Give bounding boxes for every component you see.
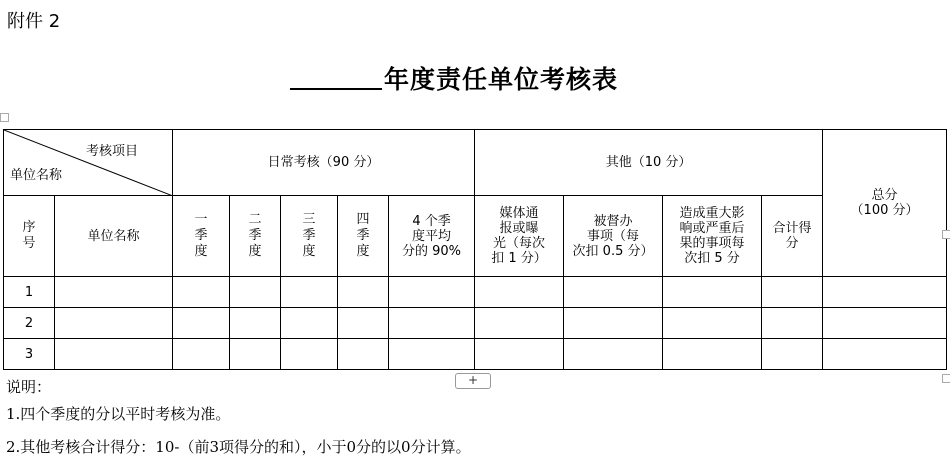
add-row-button[interactable]: + (455, 373, 491, 389)
assessment-table (3, 129, 947, 370)
cell[interactable] (475, 277, 564, 308)
cell[interactable] (281, 277, 338, 308)
diag-header-unit: 单位名称 (10, 168, 63, 183)
header-q4: 四 季 度 (338, 196, 389, 277)
cell[interactable] (230, 277, 281, 308)
cell[interactable] (564, 277, 663, 308)
header-q3: 三 季 度 (281, 196, 338, 277)
header-q1: 一 季 度 (173, 196, 230, 277)
cell[interactable] (762, 308, 823, 339)
cell[interactable] (663, 308, 762, 339)
header-total-text: 总分 （100 分） (850, 188, 919, 218)
header-quarter-average: 4 个季 度平均 分的 90% (389, 196, 475, 277)
cell[interactable] (389, 277, 475, 308)
cell[interactable] (338, 339, 389, 370)
cell[interactable] (823, 308, 947, 339)
cell[interactable] (281, 308, 338, 339)
cell[interactable] (173, 339, 230, 370)
cell[interactable] (55, 308, 173, 339)
row-seq: 2 (4, 308, 55, 339)
cell[interactable] (762, 277, 823, 308)
row-seq: 1 (4, 277, 55, 308)
cell[interactable] (281, 339, 338, 370)
table-resize-handle-icon[interactable] (942, 374, 950, 383)
table-row (4, 277, 947, 308)
header-supervised-items: 被督办 事项（每 次扣 0.5 分） (564, 196, 663, 277)
title-blank-line (290, 64, 382, 90)
header-seq: 序 号 (4, 196, 55, 277)
diag-header-items: 考核项目 (85, 144, 138, 159)
notes-heading: 说明： (6, 378, 52, 396)
header-media-report: 媒体通 报或曝 光（每次 扣 1 分） (475, 196, 564, 277)
cell[interactable] (564, 339, 663, 370)
table-row (4, 339, 947, 370)
header-q2: 二 季 度 (230, 196, 281, 277)
row-resize-handle-icon[interactable] (942, 230, 950, 239)
table-row (4, 308, 947, 339)
cell[interactable] (55, 339, 173, 370)
page-title (290, 60, 618, 96)
header-other: 其他（10 分） (475, 130, 823, 196)
cell[interactable] (475, 308, 564, 339)
cell[interactable] (173, 277, 230, 308)
cell[interactable] (564, 308, 663, 339)
row-seq: 3 (4, 339, 55, 370)
cell[interactable] (338, 308, 389, 339)
header-serious-impact: 造成重大影 响或严重后 果的事项每 次扣 5 分 (663, 196, 762, 277)
cell[interactable] (475, 339, 564, 370)
cell[interactable] (389, 339, 475, 370)
table-handle-icon[interactable] (0, 113, 9, 122)
cell[interactable] (173, 308, 230, 339)
header-unit-name: 单位名称 (55, 196, 173, 277)
cell[interactable] (823, 339, 947, 370)
cell[interactable] (55, 277, 173, 308)
note-item-2: 2.其他考核合计得分：10-（前3项得分的和），小于0分的以0分计算。 (6, 438, 471, 456)
cell[interactable] (663, 277, 762, 308)
cell[interactable] (230, 308, 281, 339)
diagonal-line (4, 130, 173, 196)
diagonal-header-cell (4, 130, 173, 196)
header-daily-assessment: 日常考核（90 分） (173, 130, 475, 196)
cell[interactable] (389, 308, 475, 339)
cell[interactable] (663, 339, 762, 370)
title-text: 年度责任单位考核表 (384, 65, 619, 94)
cell[interactable] (823, 277, 947, 308)
cell[interactable] (762, 339, 823, 370)
cell[interactable] (230, 339, 281, 370)
note-item-1: 1.四个季度的分以平时考核为准。 (6, 405, 231, 423)
cell[interactable] (338, 277, 389, 308)
attachment-label: 附件 2 (7, 11, 61, 32)
header-subtotal: 合计得 分 (762, 196, 823, 277)
header-total (823, 130, 947, 277)
